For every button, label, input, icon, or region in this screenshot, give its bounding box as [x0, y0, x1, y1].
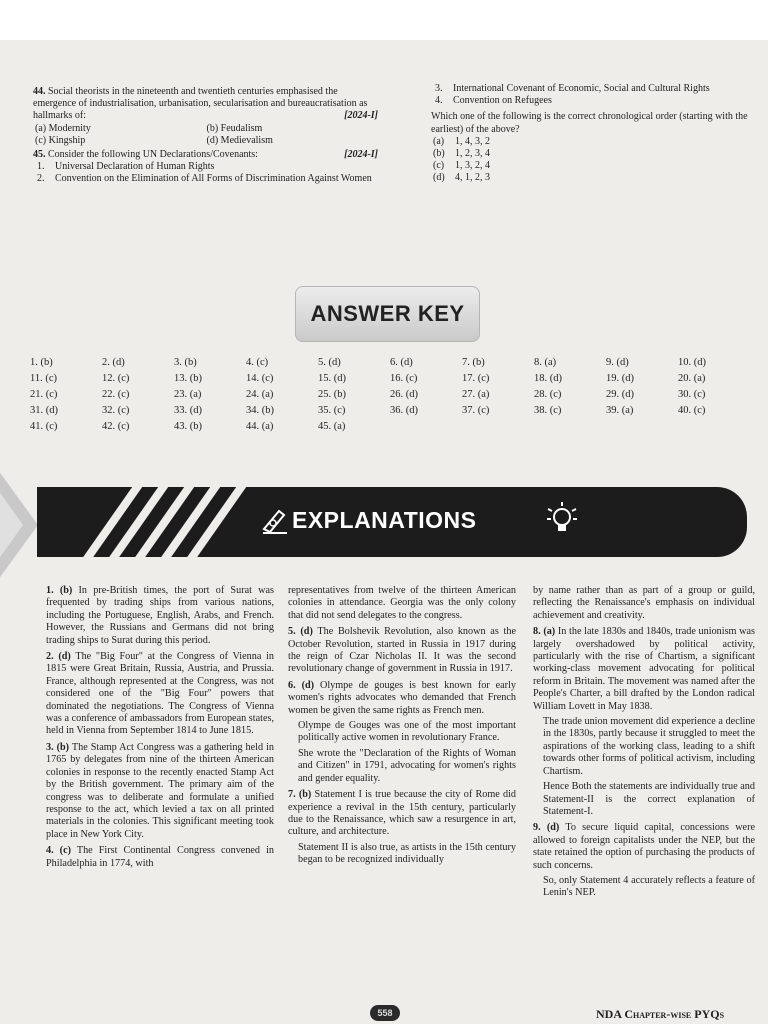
option: (d) 4, 1, 2, 3 — [433, 172, 490, 184]
answer-cell: 17. (c) — [462, 373, 490, 384]
explanation-number: 7. (b) — [288, 789, 312, 801]
option: (b) 1, 2, 3, 4 — [433, 148, 490, 160]
answer-cell: 12. (c) — [102, 373, 130, 384]
explanation-item — [533, 626, 755, 818]
explanation-paragraph — [46, 742, 274, 841]
answer-cell: 9. (d) — [606, 357, 629, 368]
explanation-number: 9. (d) — [533, 822, 560, 834]
answer-cell — [678, 421, 750, 432]
explanation-paragraph — [533, 781, 755, 818]
explanation-paragraph — [288, 585, 516, 622]
answer-cell: 31. (d) — [30, 405, 58, 416]
answer-key-title: ANSWER KEY — [310, 301, 465, 326]
explanation-text: To secure liquid capital, concessions were allowed to foreign capitalists under the NEP, but the state retained the option of purchasing the products of such concerns. — [533, 822, 755, 871]
answer-cell: 26. (d) — [390, 389, 418, 400]
answer-cell: 34. (b) — [246, 405, 274, 416]
option: (a) Modernity — [35, 122, 91, 134]
question-45: 45. Consider the following UN Declarations/Covenants: [2024-I] 1. Universal Declaration of Human Rights 2. Convention on the Elimination of All Forms of Discrimination Against Women — [33, 149, 378, 185]
explanation-text: Olympe de Gouges was one of the most important politically active women in revolutionary France. — [298, 720, 516, 744]
explanation-paragraph — [533, 822, 755, 872]
explanation-item — [288, 626, 516, 676]
explanation-text: So, only Statement 4 accurately reflects a feature of Lenin's NEP. — [543, 874, 755, 899]
explanation-text: Statement I is true because the city of Rome did experience a revival in the 15th century, particularly due to the Renaissance, which saw a resurgence in art, culture, and architecture. — [288, 789, 517, 838]
explanation-paragraph — [533, 626, 755, 713]
answer-cell: 36. (d) — [390, 405, 418, 416]
answer-cell — [390, 421, 462, 432]
answer-cell: 40. (c) — [678, 405, 706, 416]
question-year: [2024-I] — [344, 110, 378, 122]
explanation-item — [533, 822, 755, 899]
answer-cell: 8. (a) — [534, 357, 557, 368]
explanation-paragraph — [533, 875, 755, 900]
list-item: 1. Universal Declaration of Human Rights — [37, 161, 215, 173]
explanation-paragraph — [533, 585, 755, 622]
explanation-item — [288, 680, 516, 785]
explanation-paragraph — [288, 626, 516, 676]
answer-cell: 7. (b) — [462, 357, 485, 368]
answer-cell: 18. (d) — [534, 373, 562, 384]
answer-cell: 33. (d) — [174, 405, 202, 416]
question-text: Consider the following UN Declarations/Covenants: — [48, 149, 258, 161]
list-item: 2. Convention on the Elimination of All Forms of Discrimination Against Women — [37, 173, 372, 185]
question-text: Social theorists in the nineteenth and twentieth centuries emphasised the emergence of industrialisation, urbanisation, secularisation and bureaucratisation as hallmarks of: — [33, 86, 368, 122]
explanation-text: She wrote the "Declaration of the Rights of Woman and Citizen" in 1791, advocating for women's rights and gender equality. — [298, 747, 516, 784]
answer-cell: 2. (d) — [102, 357, 125, 368]
question-44: 44. Social theorists in the nineteenth and twentieth centuries emphasised the emergence of industrialisation, urbanisation, secularisation and bureaucratisation as hallmarks of: [2024-I] (a) Modernity (b) Feudalism (c) Kingship (d) Medievalism — [33, 86, 378, 146]
writing-hand-icon — [261, 505, 289, 535]
answer-key-banner — [295, 286, 480, 342]
explanation-item — [46, 651, 274, 738]
answer-cell: 5. (d) — [318, 357, 341, 368]
explanation-text: The First Continental Congress convened in Philadelphia in 1774, with — [46, 845, 274, 869]
explanation-paragraph — [288, 842, 516, 867]
explanation-paragraph — [46, 845, 274, 870]
explanation-number: 2. (d) — [46, 651, 71, 663]
explanation-paragraph — [533, 716, 755, 778]
answer-cell — [534, 421, 606, 432]
explanation-text: The Bolshevik Revolution, also known as the October Revolution, started in Russia in 1917 during the reign of Czar Nicholas II. It was the second revolutionary change of government in Russia in 1917. — [288, 626, 516, 675]
answer-cell: 39. (a) — [606, 405, 634, 416]
answer-cell: 25. (b) — [318, 389, 346, 400]
explanation-text: In the late 1830s and 1840s, trade unionism was largely overshadowed by political activity, particularly with the rise of Chartism, a significant working-class movement advocating for political reform in Britain. The movement was named after the People's Charter, a bill drafted by the London radical William Lovett in May 1838. — [533, 626, 756, 712]
explanation-number: 4. (c) — [46, 845, 71, 857]
explanation-number: 1. (b) — [46, 585, 73, 596]
answer-cell: 13. (b) — [174, 373, 202, 384]
options-grid — [33, 123, 378, 147]
explanation-paragraph — [288, 720, 516, 745]
explanation-number: 6. (d) — [288, 679, 315, 691]
option: (b) Feudalism — [206, 122, 263, 134]
answer-cell: 22. (c) — [102, 389, 130, 400]
answer-cell: 23. (a) — [174, 389, 202, 400]
explanation-paragraph — [288, 680, 516, 717]
explanation-text: Hence Both the statements are individually true and Statement-II is the correct explanation of Statement-I. — [543, 781, 755, 817]
page-number: 558 — [370, 1005, 400, 1021]
option: (a) 1, 4, 3, 2 — [433, 135, 490, 147]
answer-cell: 10. (d) — [678, 357, 706, 368]
explanations-column-1 — [46, 585, 274, 874]
answer-cell: 11. (c) — [30, 373, 58, 384]
explanation-paragraph — [46, 651, 274, 738]
explanation-number: 5. (d) — [288, 626, 313, 638]
questions-right-column — [431, 83, 751, 185]
explanation-item — [46, 585, 274, 647]
explanation-text: representatives from twelve of the thirteen American colonies in attendance. Georgia was the only colony that did not send delegates to the congress. — [288, 585, 516, 621]
explanation-item — [46, 742, 274, 841]
explanations-title: EXPLANATIONS — [292, 507, 477, 533]
question-year: [2024-I] — [344, 149, 378, 161]
answer-cell: 28. (c) — [534, 389, 562, 400]
list-item: 3. International Covenant of Economic, Social and Cultural Rights — [435, 83, 710, 94]
explanation-number: 3. (b) — [46, 741, 70, 753]
option: (c) Kingship — [35, 134, 86, 146]
explanations-column-3 — [533, 585, 755, 904]
answer-cell: 16. (c) — [390, 373, 418, 384]
answer-cell: 45. (a) — [318, 421, 346, 432]
answer-cell: 41. (c) — [30, 421, 58, 432]
answer-cell: 30. (c) — [678, 389, 706, 400]
footer-title: NDA Chapter-wise PYQs — [596, 1007, 725, 1021]
answer-cell — [606, 421, 678, 432]
option: (c) 1, 3, 2, 4 — [433, 160, 490, 172]
answer-cell: 42. (c) — [102, 421, 130, 432]
answer-cell: 21. (c) — [30, 389, 58, 400]
explanation-item — [288, 789, 516, 866]
explanation-item — [46, 845, 274, 870]
answer-cell: 29. (d) — [606, 389, 634, 400]
explanation-text: The "Big Four" at the Congress of Vienna in 1815 were Great Britain, Russia, Austria, and Prussia. France, although represented at the Congress, was not considered one of the "Big Four" powers that dominated the negotiations. The Congress of Vienna was a conference of ambassadors from European states, held in Vienna from September 1814 to June 1815. — [46, 651, 274, 737]
light-bulb-icon — [545, 501, 579, 541]
questions-left-column — [33, 86, 378, 188]
explanation-number: 8. (a) — [533, 626, 556, 638]
answer-cell: 43. (b) — [174, 421, 202, 432]
explanation-item — [288, 585, 516, 622]
answer-cell: 6. (d) — [390, 357, 413, 368]
answer-cell: 15. (d) — [318, 373, 346, 384]
answer-cell: 35. (c) — [318, 405, 346, 416]
explanation-text: Olympe de gouges is best known for early women's rights advocates who demanded that French women be given the same rights as French men. — [288, 679, 516, 716]
answer-cell: 20. (a) — [678, 373, 706, 384]
answer-cell: 1. (b) — [30, 357, 53, 368]
explanation-text: by name rather than as part of a group or guild, reflecting the Renaissance's emphasis on individual achievement and creativity. — [533, 585, 755, 621]
answer-cell: 24. (a) — [246, 389, 274, 400]
answer-cell: 32. (c) — [102, 405, 130, 416]
explanations-column-2 — [288, 585, 516, 871]
answer-cell: 4. (c) — [246, 357, 269, 368]
option: (d) Medievalism — [206, 134, 273, 146]
explanation-paragraph — [288, 748, 516, 785]
answer-cell: 19. (d) — [606, 373, 634, 384]
document-page — [0, 40, 768, 1024]
answer-cell: 37. (c) — [462, 405, 490, 416]
explanation-paragraph — [46, 585, 274, 647]
answer-cell: 14. (c) — [246, 373, 274, 384]
answer-cell: 44. (a) — [246, 421, 274, 432]
explanation-text: In pre-British times, the port of Surat was frequented by trading ships from various nations, including the Portuguese, English, Arabs, and French. However, the Russians and Germans did not bring trading ships to Surat during this period. — [46, 585, 274, 646]
explanations-banner — [37, 487, 747, 557]
answer-cell — [462, 421, 534, 432]
answer-key-grid — [30, 357, 750, 432]
list-item: 4. Convention on Refugees — [435, 95, 552, 107]
answer-cell: 27. (a) — [462, 389, 490, 400]
answer-cell: 3. (b) — [174, 357, 197, 368]
explanation-item — [533, 585, 755, 622]
explanation-text: Statement II is also true, as artists in the 15th century began to be recognized individually — [298, 841, 516, 866]
explanation-paragraph — [288, 789, 516, 839]
answer-cell: 38. (c) — [534, 405, 562, 416]
explanation-text: The Stamp Act Congress was a gathering held in 1765 by delegates from nine of the thirteen American colonies in response to the recently enacted Stamp Act by the British government. The primary aim of the congress was to deliberate and formulate a unified response to the act, which levied a tax on all printed materials in the colonies. This significant meeting took place in New York City. — [46, 741, 274, 840]
question-prompt: Which one of the following is the correct chronological order (starting with the earliest) of the above? — [431, 111, 748, 135]
explanation-text: The trade union movement did experience a decline in the 1830s, partly because it struggled to meet the aspirations of the working class, leading to a shift towards other forms of political activism, including Chartism. — [543, 716, 755, 777]
arrow-decoration-icon — [0, 470, 38, 580]
